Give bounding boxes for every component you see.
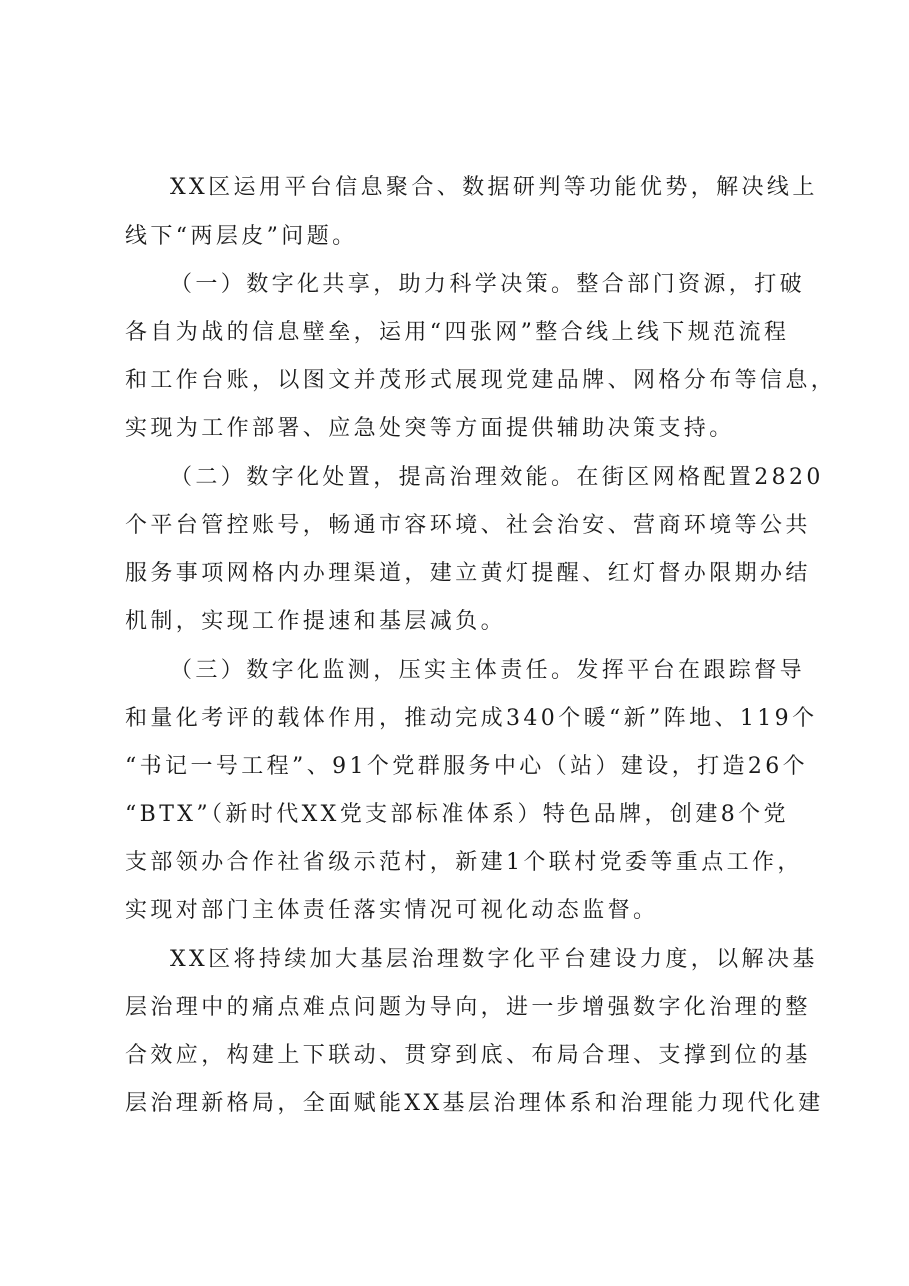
text-line: 和工作台账，以图文并茂形式展现党建品牌、网格分布等信息， [125, 368, 837, 393]
text-line: 个平台管控账号，畅通市容环境、社会治安、营商环境等公共 [125, 513, 811, 538]
text-line: 层治理中的痛点难点问题为导向，进一步增强数字化治理的整 [125, 995, 811, 1020]
text-line: 支部领办合作社省级示范村，新建1个联村党委等重点工作， [125, 850, 803, 875]
text-line: 层治理新格局，全面赋能XX基层治理体系和治理能力现代化建 [125, 1091, 824, 1116]
text-line: 和量化考评的载体作用，推动完成340个暖“新”阵地、119个 [125, 706, 818, 731]
text-line: 服务事项网格内办理渠道，建立黄灯提醒、红灯督办限期办结 [125, 561, 811, 586]
text-line: 机制，实现工作提速和基层减负。 [125, 609, 507, 634]
text-line: 线下“两层皮”问题。 [125, 224, 358, 249]
text-line: 各自为战的信息壁垒，运用“四张网”整合线上线下规范流程 [125, 320, 790, 345]
text-line: 实现为工作部署、应急处突等方面提供辅助决策支持。 [125, 416, 735, 441]
text-line: 合效应，构建上下联动、贯穿到底、布局合理、支撑到位的基 [125, 1043, 811, 1068]
text-line: （一）数字化共享，助力科学决策。整合部门资源，打破 [170, 272, 806, 297]
text-line: （三）数字化监测，压实主体责任。发挥平台在跟踪督导 [170, 658, 806, 683]
text-line: 实现对部门主体责任落实情况可视化动态监督。 [125, 898, 659, 923]
text-line: “书记一号工程”、91个党群服务中心（站）建设，打造26个 [125, 754, 809, 779]
text-line: XX区运用平台信息聚合、数据研判等功能优势，解决线上 [170, 175, 818, 200]
text-line: （二）数字化处置，提高治理效能。在街区网格配置2820 [170, 465, 824, 490]
text-line: “BTX”（新时代XX党支部标准体系）特色品牌，创建8个党 [125, 802, 789, 827]
text-line: XX区将持续加大基层治理数字化平台建设力度，以解决基 [170, 947, 818, 972]
